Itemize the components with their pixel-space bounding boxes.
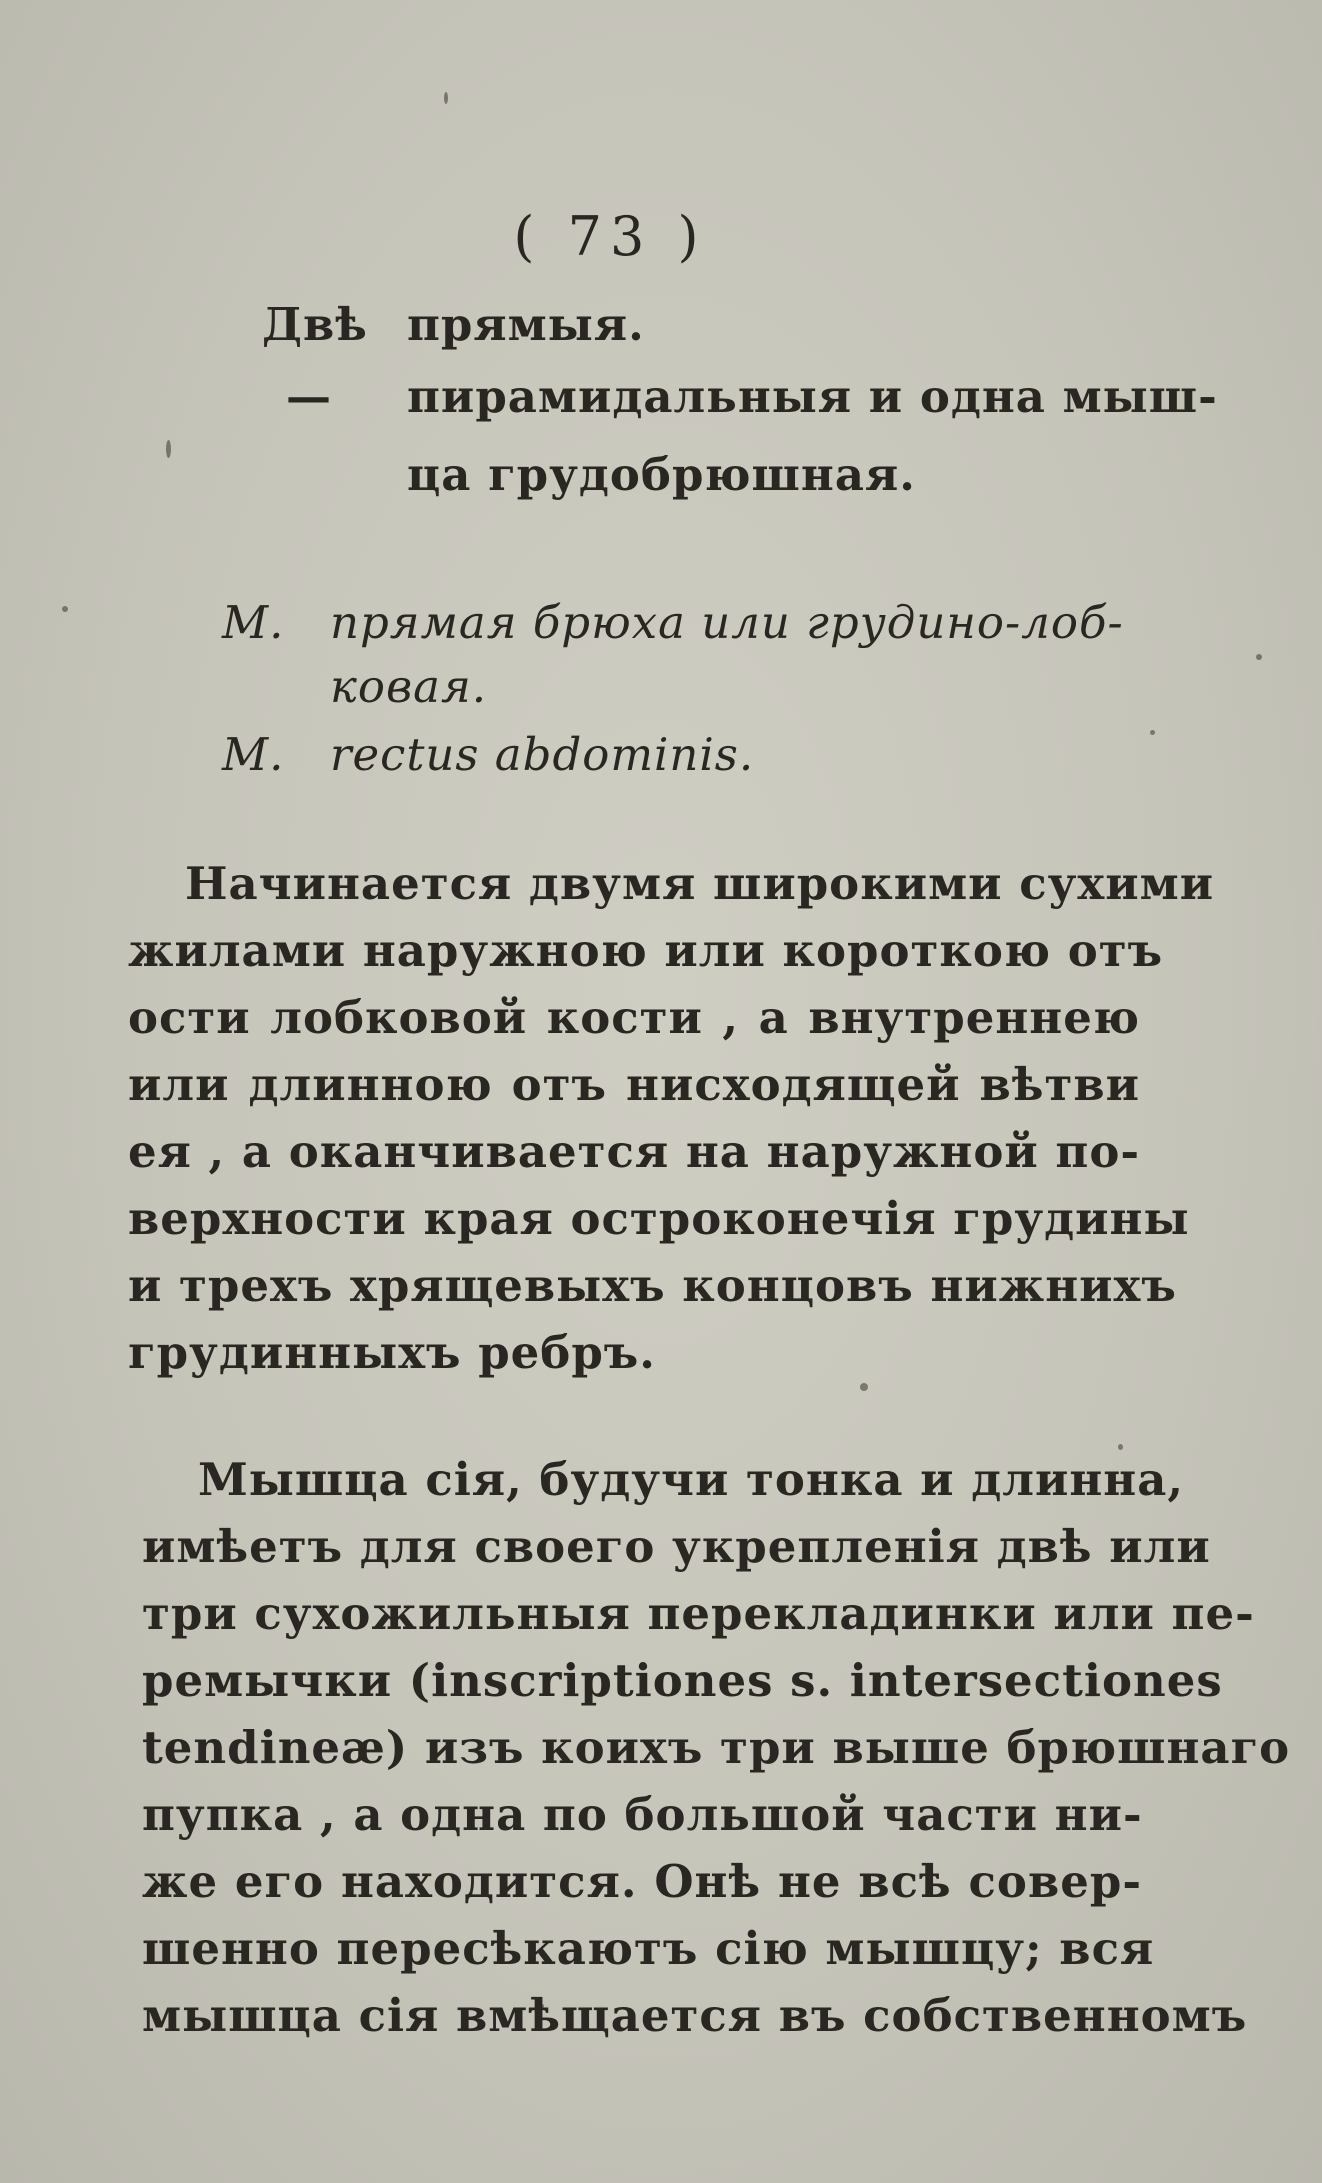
paper-speck bbox=[1150, 730, 1155, 735]
muscle-prefix-ru: М. bbox=[222, 596, 285, 649]
paragraph-line: Мышца сія, будучи тонка и длинна, bbox=[198, 1453, 1185, 1506]
paper-speck bbox=[1256, 654, 1262, 660]
paragraph-line: шенно пересѣкаютъ сію мышцу; вся bbox=[142, 1922, 1155, 1975]
list-item-text: прямыя. bbox=[407, 298, 645, 351]
paragraph-line: и трехъ хрящевыхъ концовъ нижнихъ bbox=[128, 1259, 1177, 1312]
list-dash: — bbox=[286, 370, 332, 423]
paragraph-line: ея , а оканчивается на наружной по- bbox=[128, 1125, 1141, 1178]
paragraph-line: верхности края остроконечія грудины bbox=[128, 1192, 1190, 1245]
paragraph-line: имѣетъ для своего укрепленія двѣ или bbox=[142, 1520, 1211, 1573]
paragraph-line: или длинною отъ нисходящей вѣтви bbox=[128, 1058, 1140, 1111]
paragraph-line: Начинается двумя широкими сухими bbox=[185, 857, 1215, 910]
muscle-prefix-lat: M. bbox=[222, 728, 285, 781]
muscle-name-lat: rectus abdominis. bbox=[330, 728, 755, 781]
list-label: Двѣ bbox=[262, 298, 368, 351]
paragraph-line: ремычки (inscriptiones s. intersectiones bbox=[142, 1654, 1223, 1707]
muscle-name-ru: ковая. bbox=[330, 660, 488, 713]
paragraph-line: ости лобковой кости , а внутреннею bbox=[128, 991, 1140, 1044]
paragraph-line: же его находится. Онѣ не всѣ совер- bbox=[142, 1855, 1142, 1908]
paragraph-line: мышца сія вмѣщается въ собственномъ bbox=[142, 1989, 1248, 2042]
paragraph-line: грудинныхъ ребръ. bbox=[128, 1326, 656, 1379]
paper-speck bbox=[166, 440, 171, 458]
paragraph-line: пупка , а одна по большой части ни- bbox=[142, 1788, 1143, 1841]
paragraph-line: tendineæ) изъ коихъ три выше брюшнаго bbox=[142, 1721, 1291, 1774]
list-item-text: ца грудобрюшная. bbox=[407, 448, 916, 501]
paper-speck bbox=[62, 606, 68, 612]
paragraph-line: три сухожильныя перекладинки или пе- bbox=[142, 1587, 1255, 1640]
paper-speck bbox=[444, 92, 448, 104]
paragraph-line: жилами наружною или короткою отъ bbox=[128, 924, 1164, 977]
page-number: ( 73 ) bbox=[513, 205, 707, 268]
list-item-text: пирамидальныя и одна мыш- bbox=[407, 370, 1218, 423]
muscle-name-ru: прямая брюха или грудино-лоб- bbox=[330, 596, 1124, 649]
